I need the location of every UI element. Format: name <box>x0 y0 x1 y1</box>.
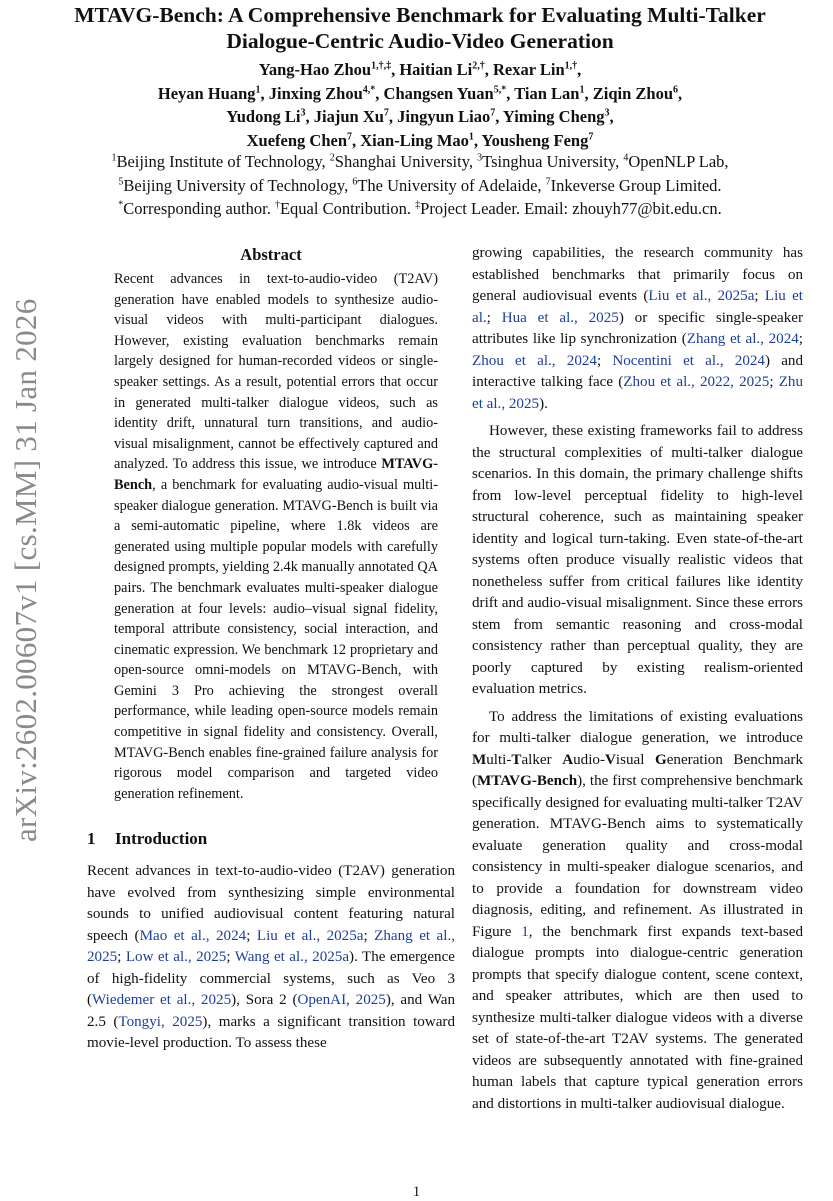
right-column <box>472 243 803 1115</box>
author-list: Yang-Hao Zhou$^{1,\dagger,\ddagger}$, Haitian $Li^{2,\dagger}$, Rexar Lin$^{1,\dagger}$, Heyan Huang$^1$, Jinxing Zhou$^{4,*}$, Changsen Yuan$^{5,*}$, Tian Lan$^1$, Ziqin Zhou$^6$, Yudong Li$^3$, Jiajun Xu$^7$, Jingyun Liao$^7$, Yiming Cheng$^3$, Xuefeng Chen$^7$, Xian-Ling Mao$^1$, Yousheng Feng$^7$ <box>157 60 683 150</box>
intro-paragraph-1: Recent advances in text-to-audio-video (T2AV) generation have evolved from synthesizing simple environmental sounds to unified audiovisual content featuring natural speech (Mao et al., 2024; Liu et al., 2025a; Zhang et al., 2025; Low et al., 2025; Wang et al., 2025a). The emergence of high-fidelity commercial systems, such as Veo 3 (Wiedemer et al., 2025), Sora 2 (OpenAI, 2025), and Wan 2.5 (Tongyi, 2025), marks a significant transition toward movie-level production. To assess these <box>87 863 455 1052</box>
abstract-heading: Abstract <box>240 245 302 264</box>
section-number: 1 <box>87 829 96 849</box>
left-column <box>87 243 455 1055</box>
intro-paragraph-1-continued: growing capabilities, the research community has established benchmarks that primarily focus on general audiovisual events (Liu et al., 2025a; Liu et al.; Hua et al., 2025) or specific single-speaker attributes like lip synchronization (Zhang et al., 2024; Zhou et al., 2024; Nocentini et al., 2024) and interactive talking face (Zhou et al., 2022, 2025; Zhu et al., 2025). <box>472 245 804 412</box>
paper-title: MTAVG-Bench: A Comprehensive Benchmark for Evaluating Multi-Talker Dialogue-Centric Audio-Video Generation <box>74 3 766 53</box>
abstract-body: Recent advances in text-to-audio-video (T2AV) generation have enabled models to synthesize audio-visual videos with multi-participant dialogues. However, existing evaluation benchmarks remain largely designed for human-recorded videos or single-speaker settings. As a result, potential errors that occur in generated multi-talker dialogue videos, such as identity drift, unnatural turn transitions, and audio-visual misalignment, cannot be effectively captured and analyzed. To address this issue, we introduce MTAVG-Bench, a benchmark for evaluating audio-visual multi-speaker dialogue generation. MTAVG-Bench is built via a semi-automatic pipeline, where 1.8k videos are generated using multiple popular models with carefully designed prompts, yielding 2.4k manually annotated QA pairs. The benchmark evaluates multi-speaker dialogue generation at four levels: audio–visual signal fidelity, temporal attribute consistency, social interaction, and cinematic expression. We benchmark 12 proprietary and open-source omni-models on MTAVG-Bench, with Gemini 3 Pro achieving the strongest overall performance, while leading open-source models remain competitive in signal fidelity and consistency. Overall, MTAVG-Bench enables fine-grained failure analysis for rigorous model comparison and targeted video generation refinement. <box>114 271 439 802</box>
section-title: Introduction <box>115 829 208 849</box>
section-heading-introduction <box>87 827 455 851</box>
arxiv-stamp: arXiv:2602.00607v1 [cs.MM] 31 Jan 2026 <box>8 298 43 842</box>
intro-paragraph-2: However, these existing frameworks fail to address the structural complexities of multi-talker dialogue scenarios. In this domain, the primary challenge shifts from low-level perceptual fidelity to high-level structural coherence, such as maintaining speaker identity and logical turn-taking. Even state-of-the-art systems often produce visually realistic videos that nonetheless suffer from critical failures like identity drift and audio-visual misalignment. Since these errors stem from semantic reasoning and cross-modal consistency rather than perceptual quality, they are poorly captured by existing realism-oriented evaluation metrics. <box>472 423 803 697</box>
affiliations: $^1$Beijing Institute of Technology, $^2$Shanghai University, $^3$Tsinghua University, $^4$OpenNLP Lab, $^5$Beijing University of Technology, $^6$The University of Adelaide, $^7$Inkeverse Group Limited. *Corresponding author. †Equal Contribution. ‡Project Leader. Email: zhouyh77@bit.edu.cn. <box>111 152 729 218</box>
intro-paragraph-3: To address the limitations of existing evaluations for multi-talker dialogue generation, we introduce Multi-Talker Audio-Visual Generation Benchmark (MTAVG-Bench), the first comprehensive benchmark specifically designed for evaluating multi-talker T2AV generation. MTAVG-Bench aims to systematically evaluate generation quality and cross-modal consistency in multi-speaker dialogue scenarios, and to provide a foundation for downstream video diagnosis, editing, and refinement. As illustrated in Figure 1, the benchmark first expands text-based dialogue prompts into dialogue-centric generation prompts that specify dialogue content, scene context, and speaker attributes, which are then used to synthesize multi-talker dialogue videos with a diverse set of state-of-the-art T2AV systems. The generated videos are subsequently annotated with fine-grained human labels that capture typical generation errors and distortions in multi-talker audiovisual dialogue. <box>472 708 804 1112</box>
page-number: 1 <box>412 1184 421 1200</box>
